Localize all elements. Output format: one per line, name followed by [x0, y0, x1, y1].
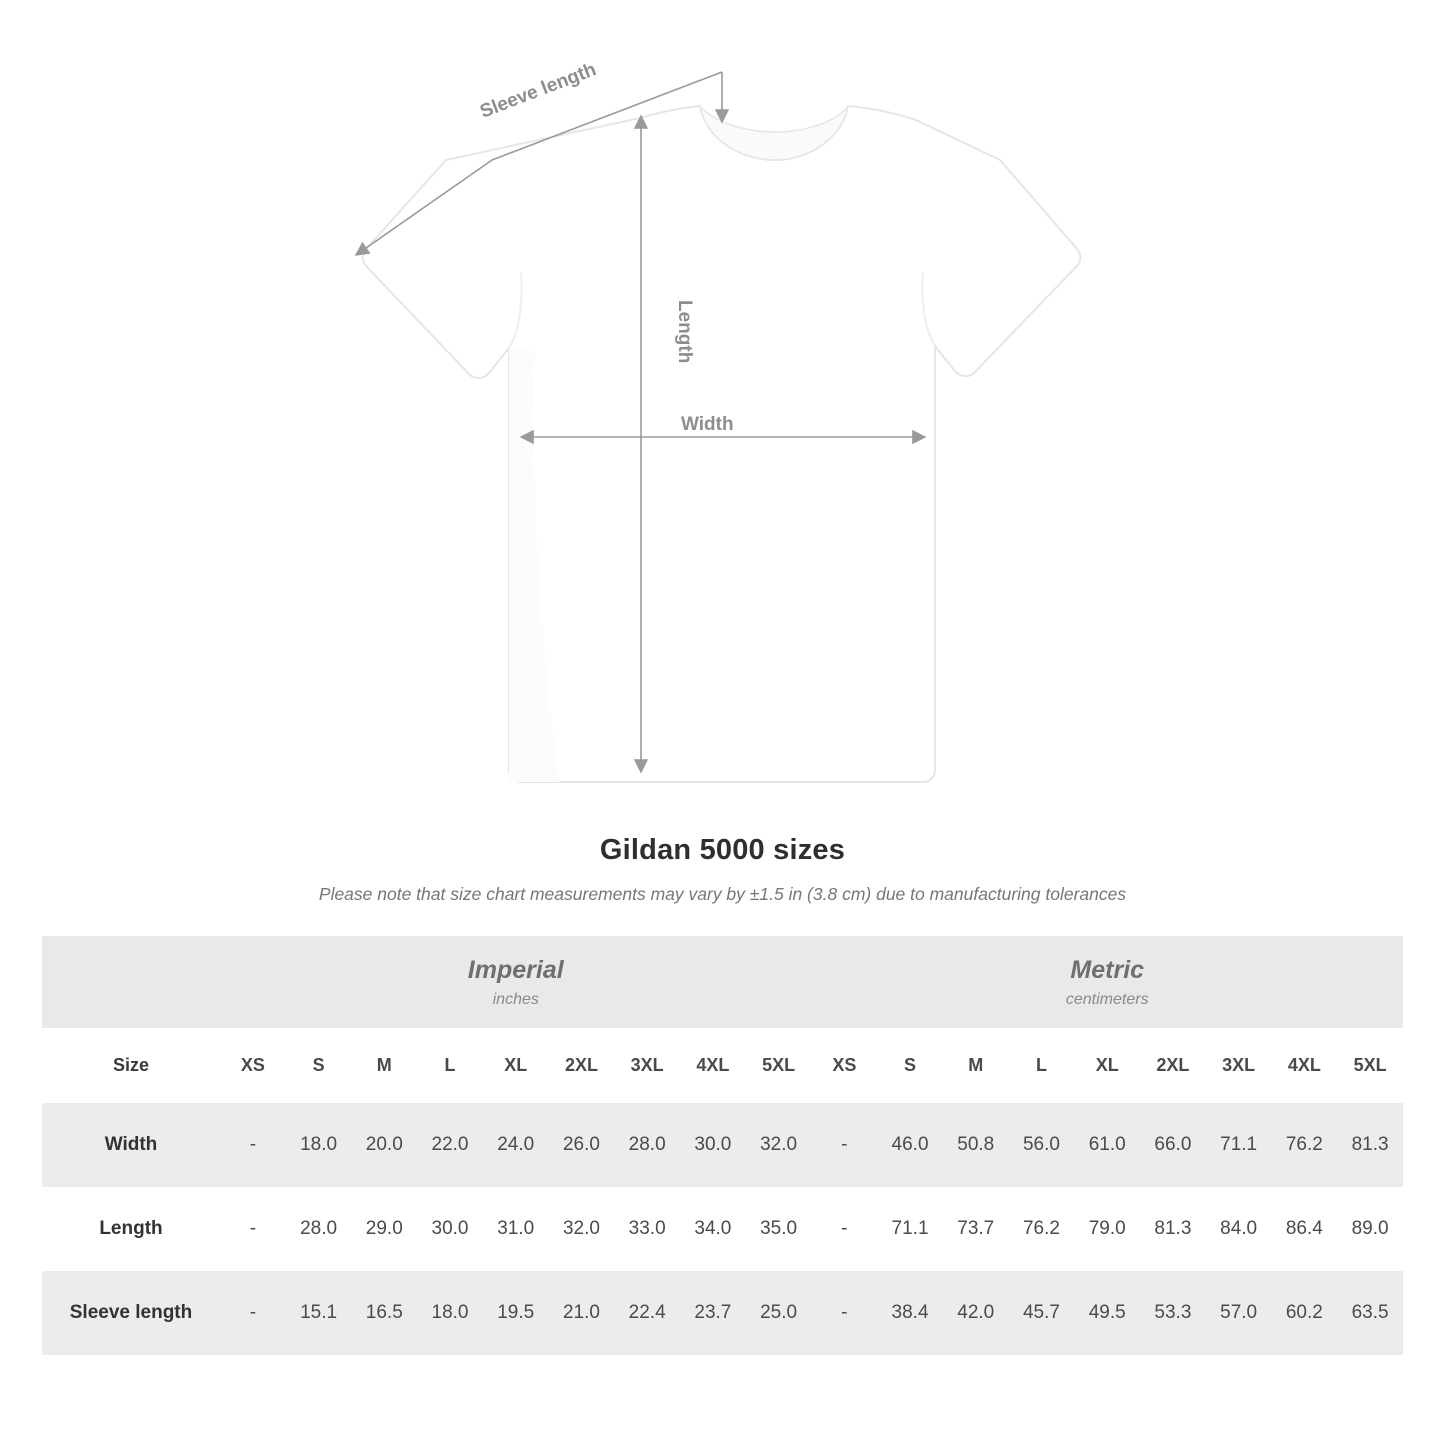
cell-imperial-sleeve: 23.7	[680, 1271, 746, 1355]
cell-imperial-length: 33.0	[614, 1187, 680, 1271]
cell-imperial-sleeve: 21.0	[549, 1271, 615, 1355]
cell-metric-width: 66.0	[1140, 1103, 1206, 1187]
sleeve-length-label: Sleeve length	[477, 59, 600, 123]
size-cell: 5XL	[746, 1028, 812, 1103]
cell-metric-sleeve: 57.0	[1206, 1271, 1272, 1355]
unit-header-spacer	[42, 936, 220, 1028]
cell-metric-sleeve: -	[811, 1271, 877, 1355]
table-row	[42, 1187, 1403, 1271]
cell-metric-width: 76.2	[1272, 1103, 1338, 1187]
cell-metric-width: -	[811, 1103, 877, 1187]
cell-imperial-sleeve: 22.4	[614, 1271, 680, 1355]
length-label: Length	[674, 300, 695, 364]
imperial-name: Imperial	[467, 956, 564, 985]
cell-imperial-length: 28.0	[286, 1187, 352, 1271]
table-row	[42, 1271, 1403, 1355]
size-row-label: Size	[42, 1028, 220, 1103]
width-label: Width	[681, 414, 734, 435]
size-cell: 2XL	[1140, 1028, 1206, 1103]
metric-sub: centimeters	[1065, 990, 1149, 1008]
cell-metric-width: 46.0	[877, 1103, 943, 1187]
size-cell: XS	[220, 1028, 286, 1103]
cell-imperial-length: 32.0	[549, 1187, 615, 1271]
cell-imperial-length: 31.0	[483, 1187, 549, 1271]
size-cell: 5XL	[1337, 1028, 1403, 1103]
size-cell: M	[943, 1028, 1009, 1103]
tolerance-note: Please note that size chart measurements may vary by ±1.5 in (3.8 cm) due to manufacturing tolerances	[318, 884, 1127, 904]
row-label-length: Length	[42, 1187, 220, 1271]
tshirt-illustration	[363, 106, 1081, 782]
cell-imperial-width: 32.0	[746, 1103, 812, 1187]
size-cell: M	[351, 1028, 417, 1103]
cell-metric-length: 86.4	[1272, 1187, 1338, 1271]
cell-metric-sleeve: 49.5	[1074, 1271, 1140, 1355]
cell-metric-length: 76.2	[1009, 1187, 1075, 1271]
cell-metric-length: 71.1	[877, 1187, 943, 1271]
cell-imperial-width: 28.0	[614, 1103, 680, 1187]
cell-metric-sleeve: 60.2	[1272, 1271, 1338, 1355]
cell-imperial-width: 26.0	[549, 1103, 615, 1187]
cell-metric-sleeve: 45.7	[1009, 1271, 1075, 1355]
imperial-sub: inches	[492, 990, 539, 1008]
cell-imperial-length: 35.0	[746, 1187, 812, 1271]
metric-name: Metric	[1070, 956, 1145, 985]
cell-metric-sleeve: 38.4	[877, 1271, 943, 1355]
cell-metric-length: 73.7	[943, 1187, 1009, 1271]
size-cell: L	[417, 1028, 483, 1103]
cell-metric-width: 50.8	[943, 1103, 1009, 1187]
cell-metric-length: 89.0	[1337, 1187, 1403, 1271]
cell-metric-width: 61.0	[1074, 1103, 1140, 1187]
cell-imperial-sleeve: 18.0	[417, 1271, 483, 1355]
row-label-sleeve-length: Sleeve length	[42, 1271, 220, 1355]
size-row	[42, 1028, 1403, 1103]
unit-header-row	[42, 936, 1403, 1028]
cell-imperial-sleeve: 25.0	[746, 1271, 812, 1355]
cell-imperial-sleeve: -	[220, 1271, 286, 1355]
cell-metric-length: 79.0	[1074, 1187, 1140, 1271]
unit-header-metric	[811, 936, 1403, 1028]
cell-imperial-width: -	[220, 1103, 286, 1187]
cell-imperial-sleeve: 16.5	[351, 1271, 417, 1355]
cell-imperial-sleeve: 15.1	[286, 1271, 352, 1355]
size-cell: 3XL	[614, 1028, 680, 1103]
cell-metric-length: 84.0	[1206, 1187, 1272, 1271]
cell-imperial-sleeve: 19.5	[483, 1271, 549, 1355]
size-cell: 4XL	[1272, 1028, 1338, 1103]
size-table	[42, 936, 1403, 1355]
cell-metric-width: 56.0	[1009, 1103, 1075, 1187]
cell-metric-length: -	[811, 1187, 877, 1271]
cell-metric-width: 71.1	[1206, 1103, 1272, 1187]
size-cell: L	[1009, 1028, 1075, 1103]
cell-imperial-length: 29.0	[351, 1187, 417, 1271]
cell-metric-length: 81.3	[1140, 1187, 1206, 1271]
size-cell: XL	[483, 1028, 549, 1103]
cell-metric-sleeve: 53.3	[1140, 1271, 1206, 1355]
cell-imperial-width: 24.0	[483, 1103, 549, 1187]
cell-metric-sleeve: 63.5	[1337, 1271, 1403, 1355]
page-title: Gildan 5000 sizes	[599, 834, 846, 866]
cell-imperial-length: 34.0	[680, 1187, 746, 1271]
title-block	[0, 834, 1445, 905]
unit-header-imperial	[220, 936, 811, 1028]
cell-metric-sleeve: 42.0	[943, 1271, 1009, 1355]
size-cell: S	[286, 1028, 352, 1103]
table-row	[42, 1103, 1403, 1187]
cell-imperial-width: 18.0	[286, 1103, 352, 1187]
size-cell: 2XL	[549, 1028, 615, 1103]
size-cell: 4XL	[680, 1028, 746, 1103]
cell-imperial-length: -	[220, 1187, 286, 1271]
size-cell: XS	[811, 1028, 877, 1103]
cell-metric-width: 81.3	[1337, 1103, 1403, 1187]
size-cell: XL	[1074, 1028, 1140, 1103]
cell-imperial-width: 22.0	[417, 1103, 483, 1187]
size-cell: 3XL	[1206, 1028, 1272, 1103]
size-table-wrapper	[42, 936, 1403, 1355]
row-label-width: Width	[42, 1103, 220, 1187]
cell-imperial-length: 30.0	[417, 1187, 483, 1271]
cell-imperial-width: 20.0	[351, 1103, 417, 1187]
size-cell: S	[877, 1028, 943, 1103]
cell-imperial-width: 30.0	[680, 1103, 746, 1187]
